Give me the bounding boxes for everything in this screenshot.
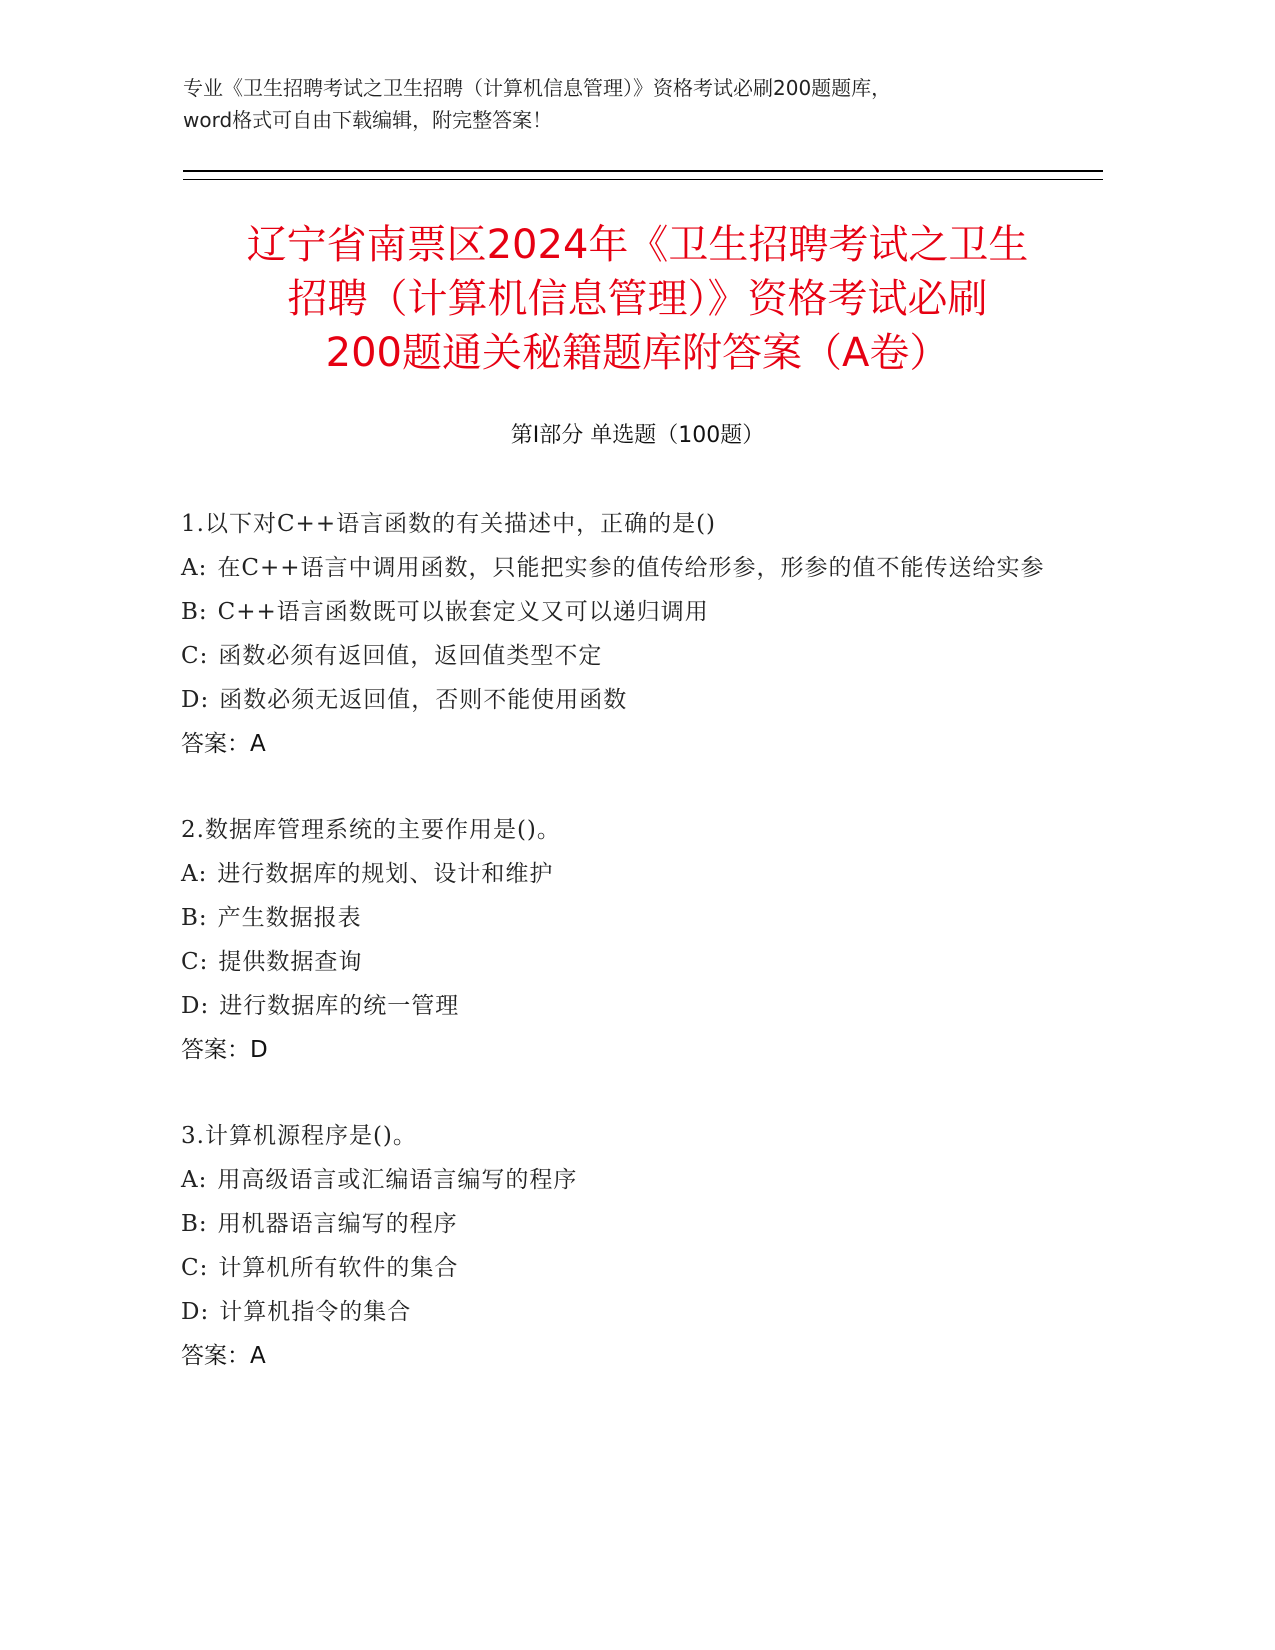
- header-note: [183, 72, 1103, 136]
- question-stem: 2.数据库管理系统的主要作用是()。: [181, 817, 561, 843]
- option-d: [181, 984, 1061, 1028]
- question-2: [181, 808, 1061, 1072]
- option-text: 在C++语言中调用函数，只能把实参的值传给形参，形参的值不能传送给实参: [217, 555, 1045, 581]
- question-stem: 3.计算机源程序是()。: [181, 1123, 417, 1149]
- option-a: [181, 546, 1061, 590]
- option-label: D:: [181, 687, 210, 713]
- header-note-line-1: 专业《卫生招聘考试之卫生招聘（计算机信息管理）》资格考试必刷200题题库，: [183, 76, 892, 100]
- option-text: 提供数据查询: [218, 949, 363, 975]
- option-label: C:: [181, 949, 209, 975]
- option-c: [181, 940, 1061, 984]
- option-d: [181, 1290, 1061, 1334]
- answer: 答案：A: [181, 1343, 266, 1369]
- section-title: 第Ⅰ部分 单选题（100题）: [510, 423, 765, 448]
- option-label: B:: [181, 905, 208, 931]
- option-text: 函数必须有返回值，返回值类型不定: [218, 643, 603, 669]
- option-b: [181, 896, 1061, 940]
- question-3: [181, 1114, 1061, 1378]
- option-text: 计算机所有软件的集合: [218, 1255, 459, 1281]
- option-text: 进行数据库的统一管理: [219, 993, 460, 1019]
- option-a: [181, 1158, 1061, 1202]
- option-text: 函数必须无返回值，否则不能使用函数: [219, 687, 628, 713]
- answer: 答案：A: [181, 731, 266, 757]
- option-text: 用机器语言编写的程序: [217, 1211, 458, 1237]
- option-d: [181, 678, 1061, 722]
- question-list: [181, 502, 1061, 1420]
- option-label: B:: [181, 599, 208, 625]
- option-label: C:: [181, 1255, 209, 1281]
- answer: 答案：D: [181, 1037, 268, 1063]
- option-text: 计算机指令的集合: [219, 1299, 412, 1325]
- document-title-line-3: 200题通关秘籍题库附答案（A卷）: [325, 330, 950, 376]
- option-c: [181, 1246, 1061, 1290]
- document-title: [150, 218, 1125, 380]
- option-text: C++语言函数既可以嵌套定义又可以递归调用: [217, 599, 709, 625]
- option-text: 进行数据库的规划、设计和维护: [217, 861, 554, 887]
- option-label: A:: [181, 1167, 208, 1193]
- option-a: [181, 852, 1061, 896]
- option-label: A:: [181, 861, 208, 887]
- option-b: [181, 1202, 1061, 1246]
- option-label: C:: [181, 643, 209, 669]
- option-label: D:: [181, 993, 210, 1019]
- option-b: [181, 590, 1061, 634]
- document-title-line-1: 辽宁省南票区2024年《卫生招聘考试之卫生: [246, 222, 1029, 268]
- option-label: A:: [181, 555, 208, 581]
- document-title-line-2: 招聘（计算机信息管理）》资格考试必刷: [287, 276, 988, 322]
- option-c: [181, 634, 1061, 678]
- header-divider-thick: [183, 170, 1103, 172]
- option-label: B:: [181, 1211, 208, 1237]
- question-stem: 1.以下对C++语言函数的有关描述中，正确的是(): [181, 511, 717, 537]
- option-text: 产生数据报表: [217, 905, 362, 931]
- option-text: 用高级语言或汇编语言编写的程序: [217, 1167, 578, 1193]
- option-label: D:: [181, 1299, 210, 1325]
- header-note-line-2: word格式可自由下载编辑，附完整答案！: [183, 108, 553, 132]
- header-divider-thin: [183, 179, 1103, 180]
- question-1: [181, 502, 1061, 766]
